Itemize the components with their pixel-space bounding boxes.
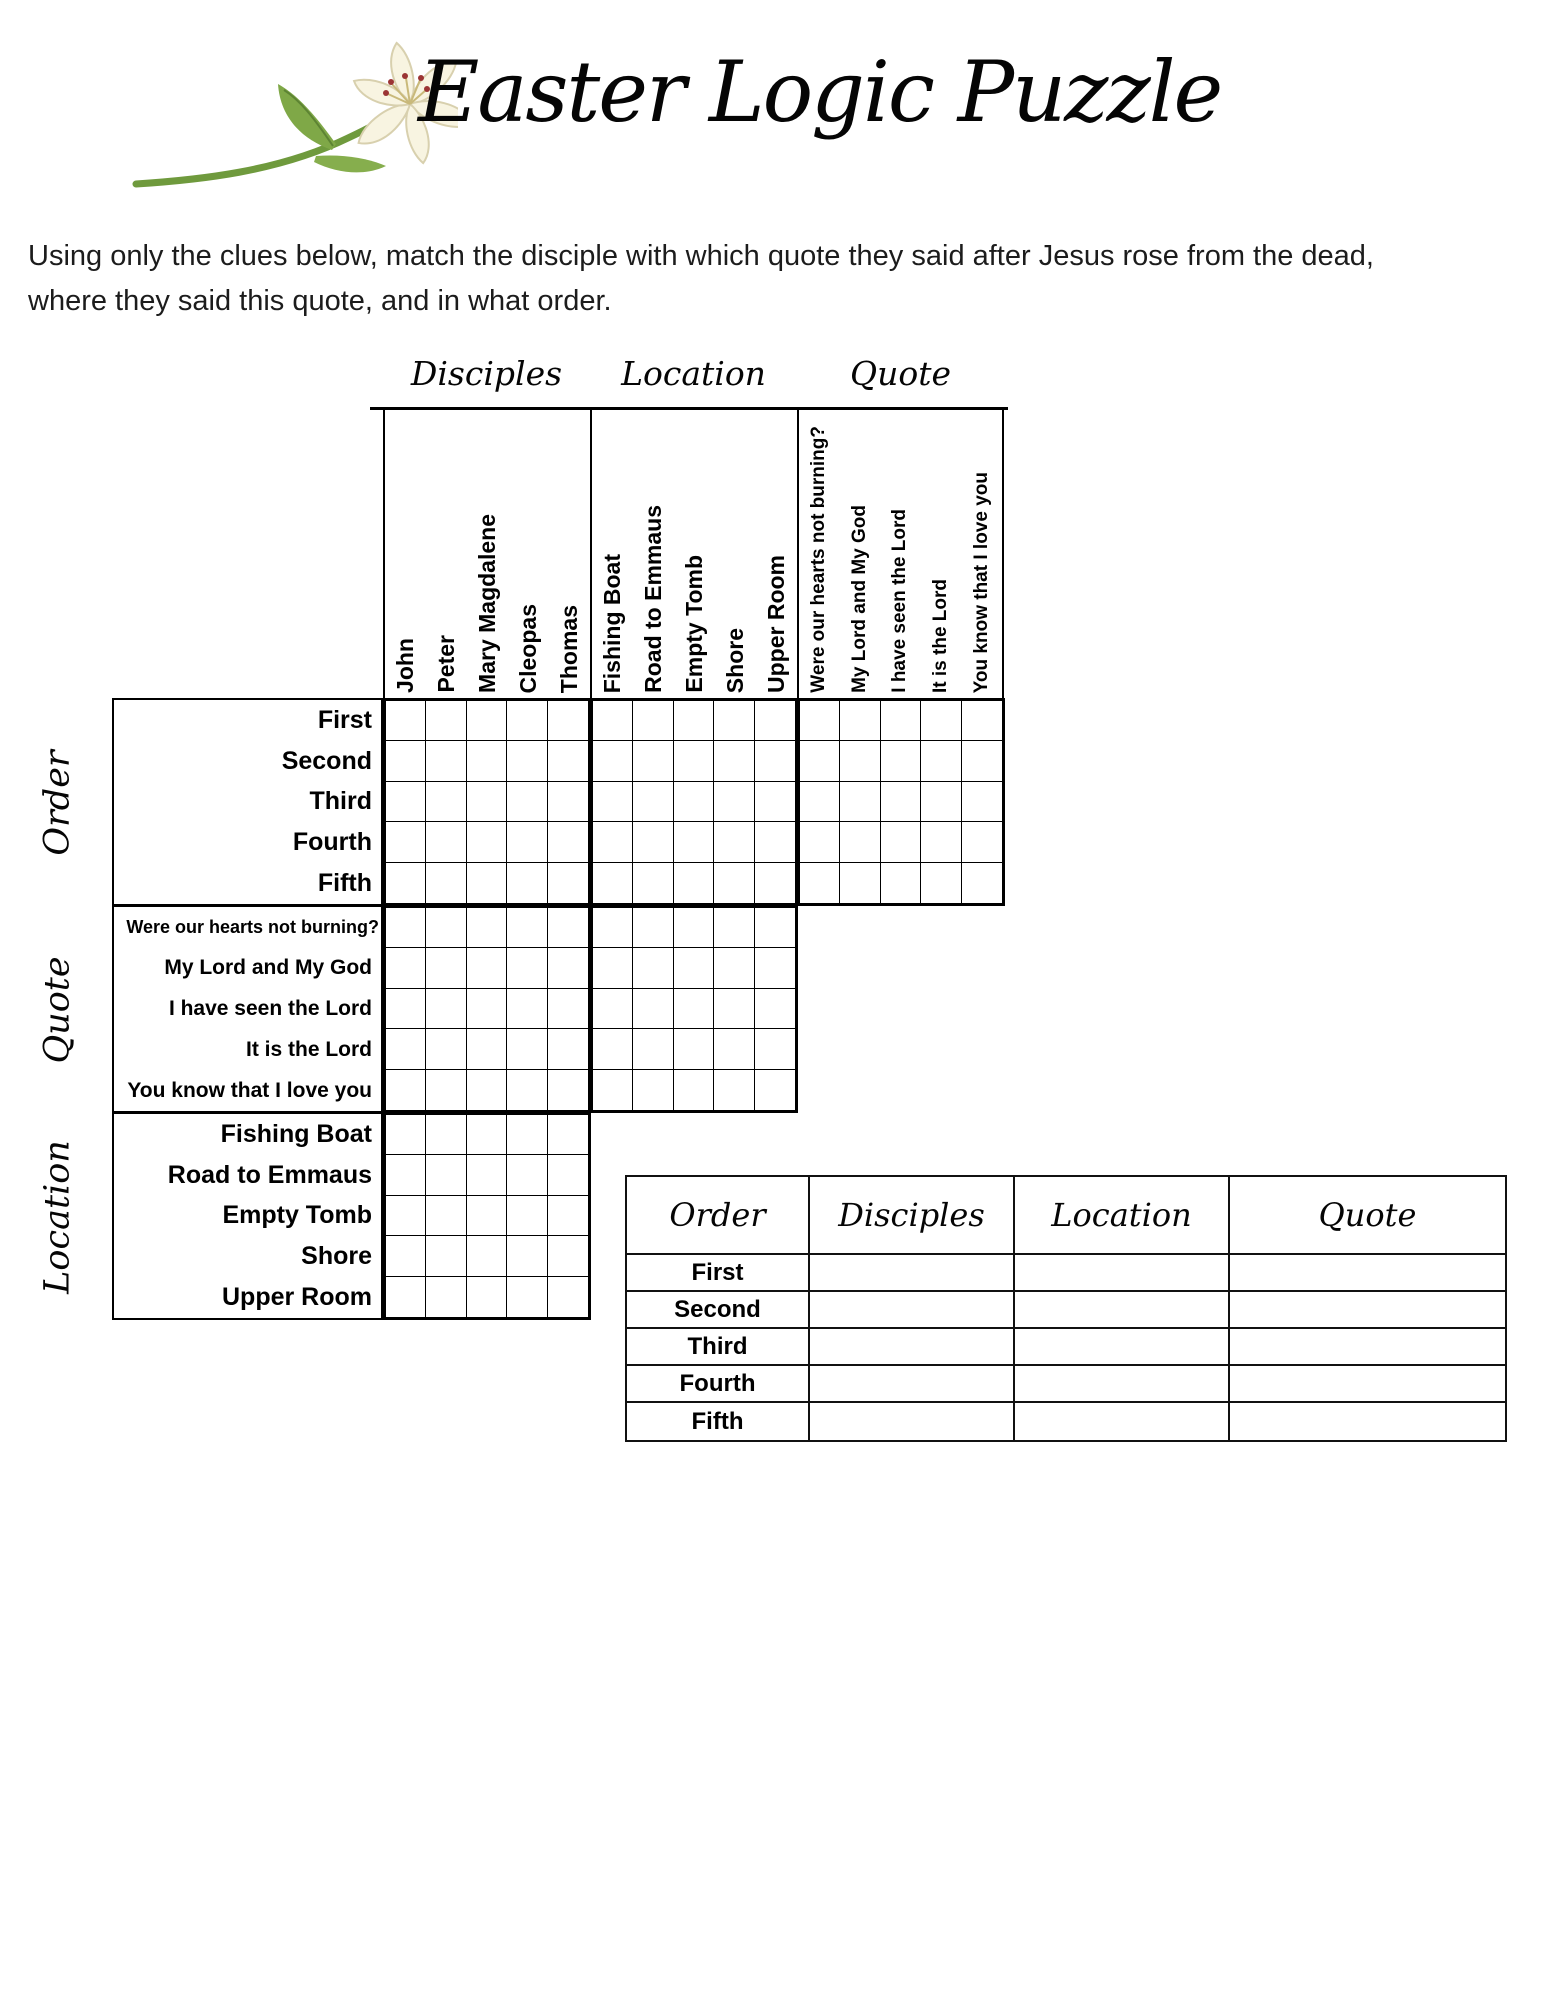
grid-cell[interactable] (548, 948, 588, 988)
grid-cell[interactable] (386, 1155, 426, 1195)
row-header-label: I have seen the Lord (168, 996, 372, 1020)
section-label-location: Location (37, 1140, 78, 1294)
column-header-label: You know that I love you (970, 471, 992, 693)
grid-cell[interactable] (755, 1070, 795, 1110)
grid-block-order-location (590, 698, 798, 906)
column-header-label: Were our hearts not burning? (808, 426, 830, 693)
grid-cell[interactable] (507, 908, 547, 948)
grid-block-quote-location (590, 905, 798, 1113)
answer-header-disciples: Disciples (810, 1177, 1015, 1255)
grid-cell[interactable] (426, 1196, 466, 1236)
column-header-label: Upper Room (763, 555, 789, 693)
grid-cell[interactable] (467, 863, 507, 903)
grid-cell[interactable] (386, 782, 426, 822)
answer-header-order: Order (627, 1177, 810, 1255)
grid-cell[interactable] (674, 863, 714, 903)
answer-cell[interactable] (810, 1329, 1015, 1366)
grid-cell[interactable] (593, 948, 633, 988)
grid-cell[interactable] (714, 701, 754, 741)
column-header-label: Peter (433, 635, 459, 693)
grid-cell[interactable] (386, 1029, 426, 1069)
grid-cell[interactable] (548, 908, 588, 948)
grid-cell[interactable] (426, 701, 466, 741)
grid-cell[interactable] (674, 1070, 714, 1110)
grid-cell[interactable] (921, 701, 961, 741)
row-header-label: Upper Room (222, 1283, 372, 1312)
grid-cell[interactable] (881, 701, 921, 741)
grid-cell[interactable] (426, 1277, 466, 1317)
category-header-quote: Quote (850, 354, 951, 393)
instructions-text (28, 234, 1488, 324)
grid-cell[interactable] (467, 948, 507, 988)
grid-cell[interactable] (921, 741, 961, 781)
grid-cell[interactable] (755, 948, 795, 988)
grid-cell[interactable] (467, 1070, 507, 1110)
grid-cell[interactable] (507, 1115, 547, 1155)
grid-cell[interactable] (426, 1115, 466, 1155)
answer-cell[interactable] (1015, 1292, 1230, 1329)
answer-cell[interactable] (1015, 1366, 1230, 1403)
grid-cell[interactable] (548, 1196, 588, 1236)
row-header-label: Road to Emmaus (167, 1160, 372, 1189)
column-header-cell (756, 410, 797, 698)
grid-cell[interactable] (386, 989, 426, 1029)
grid-cell[interactable] (548, 1236, 588, 1276)
grid-cell[interactable] (426, 948, 466, 988)
row-header-label: Empty Tomb (222, 1201, 372, 1230)
grid-cell[interactable] (921, 782, 961, 822)
grid-cell[interactable] (548, 1070, 588, 1110)
column-header-cell (467, 410, 508, 698)
grid-cell[interactable] (467, 1029, 507, 1069)
grid-cell[interactable] (962, 701, 1002, 741)
grid-cell[interactable] (426, 1236, 466, 1276)
grid-cell[interactable] (467, 989, 507, 1029)
grid-cell[interactable] (800, 822, 840, 862)
grid-cell[interactable] (674, 782, 714, 822)
column-headers-location (590, 410, 797, 698)
grid-cell[interactable] (633, 863, 673, 903)
column-header-cell (592, 410, 633, 698)
grid-cell[interactable] (633, 908, 673, 948)
column-header-cell (385, 410, 426, 698)
row-header-label: You know that I love you (127, 1078, 372, 1102)
grid-cell[interactable] (755, 908, 795, 948)
grid-cell[interactable] (755, 863, 795, 903)
column-header-cell (880, 410, 921, 698)
column-header-cell (508, 410, 549, 698)
grid-cell[interactable] (467, 1236, 507, 1276)
grid-cell[interactable] (593, 1070, 633, 1110)
grid-cell[interactable] (467, 822, 507, 862)
grid-cell[interactable] (386, 1236, 426, 1276)
grid-cell[interactable] (426, 741, 466, 781)
row-header-label: Fishing Boat (220, 1119, 372, 1148)
answer-header-location: Location (1015, 1177, 1230, 1255)
answer-table (625, 1175, 1507, 1442)
grid-cell[interactable] (633, 1070, 673, 1110)
grid-cell[interactable] (840, 822, 880, 862)
answer-cell[interactable] (1015, 1403, 1230, 1440)
grid-cell[interactable] (714, 908, 754, 948)
row-header-label: Third (309, 787, 372, 816)
grid-cell[interactable] (386, 1196, 426, 1236)
row-header-label: Shore (301, 1242, 372, 1271)
grid-cell[interactable] (467, 908, 507, 948)
grid-cell[interactable] (467, 741, 507, 781)
grid-cell[interactable] (467, 1277, 507, 1317)
grid-cell[interactable] (840, 863, 880, 903)
grid-cell[interactable] (507, 1277, 547, 1317)
grid-cell[interactable] (426, 989, 466, 1029)
grid-cell[interactable] (548, 822, 588, 862)
grid-cell[interactable] (593, 1029, 633, 1069)
answer-header-quote: Quote (1230, 1177, 1505, 1255)
grid-cell[interactable] (881, 863, 921, 903)
column-header-cell (549, 410, 590, 698)
row-header-label: It is the Lord (246, 1037, 372, 1061)
grid-cell[interactable] (800, 863, 840, 903)
column-headers-disciples (383, 410, 590, 698)
grid-cell[interactable] (548, 1277, 588, 1317)
column-header-label: Road to Emmaus (640, 505, 666, 693)
grid-cell[interactable] (633, 782, 673, 822)
answer-row-label: Second (627, 1292, 810, 1329)
column-header-cell (426, 410, 467, 698)
grid-cell[interactable] (548, 1155, 588, 1195)
grid-cell[interactable] (755, 701, 795, 741)
answer-cell[interactable] (1230, 1292, 1505, 1329)
grid-cell[interactable] (593, 863, 633, 903)
grid-cell[interactable] (548, 863, 588, 903)
grid-cell[interactable] (386, 1277, 426, 1317)
grid-cell[interactable] (507, 701, 547, 741)
column-headers-quote (797, 410, 1004, 698)
row-header-label: Fifth (317, 869, 372, 898)
grid-cell[interactable] (714, 822, 754, 862)
grid-cell[interactable] (467, 1115, 507, 1155)
grid-cell[interactable] (755, 822, 795, 862)
grid-block-location-disciples (383, 1112, 591, 1320)
grid-cell[interactable] (962, 741, 1002, 781)
answer-row-label: First (627, 1255, 810, 1292)
grid-cell[interactable] (674, 908, 714, 948)
grid-cell[interactable] (755, 1029, 795, 1069)
instructions-line-2: where they said this quote, and in what order. (28, 284, 612, 317)
grid-cell[interactable] (674, 822, 714, 862)
section-label-order: Order (37, 750, 78, 856)
grid-cell[interactable] (633, 1029, 673, 1069)
grid-cell[interactable] (800, 782, 840, 822)
grid-cell[interactable] (633, 989, 673, 1029)
row-labels-location (112, 1112, 383, 1320)
grid-cell[interactable] (593, 989, 633, 1029)
column-header-label: Thomas (556, 604, 582, 693)
grid-cell[interactable] (548, 1115, 588, 1155)
grid-cell[interactable] (426, 1155, 466, 1195)
grid-cell[interactable] (426, 908, 466, 948)
grid-cell[interactable] (714, 741, 754, 781)
column-header-label: I have seen the Lord (889, 509, 911, 693)
answer-cell[interactable] (810, 1255, 1015, 1292)
grid-cell[interactable] (507, 989, 547, 1029)
grid-cell[interactable] (755, 741, 795, 781)
grid-cell[interactable] (881, 782, 921, 822)
grid-cell[interactable] (674, 701, 714, 741)
column-header-label: John (392, 638, 418, 693)
grid-cell[interactable] (921, 863, 961, 903)
column-header-label: My Lord and My God (848, 505, 870, 693)
column-header-cell (799, 410, 840, 698)
grid-cell[interactable] (548, 701, 588, 741)
grid-block-quote-disciples (383, 905, 591, 1113)
grid-cell[interactable] (507, 863, 547, 903)
column-header-label: It is the Lord (930, 579, 952, 693)
answer-cell[interactable] (1230, 1255, 1505, 1292)
column-header-cell (840, 410, 881, 698)
grid-cell[interactable] (386, 1070, 426, 1110)
row-header-label: First (317, 705, 372, 734)
grid-cell[interactable] (800, 741, 840, 781)
grid-cell[interactable] (507, 1236, 547, 1276)
grid-cell[interactable] (840, 782, 880, 822)
page-title: Easter Logic Puzzle (418, 43, 1222, 141)
column-header-cell (961, 410, 1002, 698)
grid-cell[interactable] (593, 741, 633, 781)
grid-cell[interactable] (593, 782, 633, 822)
answer-cell[interactable] (810, 1403, 1015, 1440)
column-header-label: Empty Tomb (681, 555, 707, 693)
grid-cell[interactable] (507, 782, 547, 822)
category-header-disciples: Disciples (410, 354, 563, 393)
grid-cell[interactable] (881, 822, 921, 862)
grid-cell[interactable] (386, 741, 426, 781)
grid-block-order-quote (797, 698, 1005, 906)
answer-cell[interactable] (1015, 1329, 1230, 1366)
grid-cell[interactable] (467, 782, 507, 822)
grid-cell[interactable] (507, 1155, 547, 1195)
grid-cell[interactable] (507, 1070, 547, 1110)
row-header-label: My Lord and My God (164, 956, 372, 980)
grid-cell[interactable] (386, 948, 426, 988)
column-header-cell (921, 410, 962, 698)
grid-cell[interactable] (426, 863, 466, 903)
grid-cell[interactable] (386, 1115, 426, 1155)
easter-lily-icon (128, 34, 458, 194)
grid-cell[interactable] (426, 822, 466, 862)
grid-cell[interactable] (633, 822, 673, 862)
grid-cell[interactable] (840, 741, 880, 781)
grid-cell[interactable] (426, 782, 466, 822)
answer-cell[interactable] (1230, 1329, 1505, 1366)
grid-cell[interactable] (426, 1070, 466, 1110)
grid-cell[interactable] (755, 989, 795, 1029)
grid-cell[interactable] (840, 701, 880, 741)
answer-row-label: Third (627, 1329, 810, 1366)
row-labels-quote (112, 905, 383, 1113)
grid-cell[interactable] (467, 1155, 507, 1195)
grid-cell[interactable] (386, 701, 426, 741)
grid-cell[interactable] (386, 863, 426, 903)
grid-cell[interactable] (507, 1029, 547, 1069)
row-header-label: Were our hearts not burning? (126, 916, 379, 937)
column-header-label: Shore (722, 627, 748, 693)
grid-cell[interactable] (921, 822, 961, 862)
answer-cell[interactable] (1015, 1255, 1230, 1292)
column-header-label: Mary Magdalene (474, 514, 500, 693)
grid-cell[interactable] (881, 741, 921, 781)
instructions-line-1: Using only the clues below, match the disciple with which quote they said after Jesus rose from the dead, (28, 240, 1374, 272)
grid-cell[interactable] (755, 782, 795, 822)
row-header-label: Second (281, 746, 372, 775)
grid-cell[interactable] (633, 948, 673, 988)
grid-cell[interactable] (467, 1196, 507, 1236)
grid-cell[interactable] (714, 1070, 754, 1110)
grid-cell[interactable] (507, 822, 547, 862)
answer-cell[interactable] (1230, 1366, 1505, 1403)
grid-cell[interactable] (386, 908, 426, 948)
grid-cell[interactable] (714, 863, 754, 903)
grid-cell[interactable] (674, 741, 714, 781)
row-labels-order (112, 698, 383, 906)
grid-cell[interactable] (593, 822, 633, 862)
grid-cell[interactable] (714, 948, 754, 988)
column-header-cell (674, 410, 715, 698)
answer-row-label: Fourth (627, 1366, 810, 1403)
grid-cell[interactable] (386, 822, 426, 862)
grid-cell[interactable] (962, 822, 1002, 862)
grid-cell[interactable] (714, 989, 754, 1029)
answer-cell[interactable] (810, 1366, 1015, 1403)
grid-cell[interactable] (674, 1029, 714, 1069)
category-header-location: Location (621, 354, 766, 393)
grid-block-order-disciples (383, 698, 591, 906)
grid-cell[interactable] (633, 741, 673, 781)
grid-cell[interactable] (548, 741, 588, 781)
grid-cell[interactable] (507, 1196, 547, 1236)
section-label-quote: Quote (37, 956, 78, 1064)
grid-cell[interactable] (674, 989, 714, 1029)
grid-cell[interactable] (426, 1029, 466, 1069)
grid-cell[interactable] (962, 863, 1002, 903)
row-header-label: Fourth (292, 828, 372, 857)
grid-cell[interactable] (714, 782, 754, 822)
column-header-label: Fishing Boat (599, 553, 625, 693)
column-header-label: Cleopas (515, 603, 541, 693)
grid-cell[interactable] (962, 782, 1002, 822)
grid-cell[interactable] (548, 1029, 588, 1069)
grid-cell[interactable] (593, 908, 633, 948)
answer-row-label: Fifth (627, 1403, 810, 1440)
grid-cell[interactable] (714, 1029, 754, 1069)
grid-cell[interactable] (593, 701, 633, 741)
column-header-cell (715, 410, 756, 698)
answer-cell[interactable] (810, 1292, 1015, 1329)
grid-cell[interactable] (467, 701, 507, 741)
grid-cell[interactable] (800, 701, 840, 741)
answer-cell[interactable] (1230, 1403, 1505, 1440)
grid-cell[interactable] (548, 989, 588, 1029)
grid-cell[interactable] (507, 948, 547, 988)
grid-cell[interactable] (548, 782, 588, 822)
column-header-cell (633, 410, 674, 698)
grid-cell[interactable] (633, 701, 673, 741)
grid-cell[interactable] (674, 948, 714, 988)
grid-cell[interactable] (507, 741, 547, 781)
